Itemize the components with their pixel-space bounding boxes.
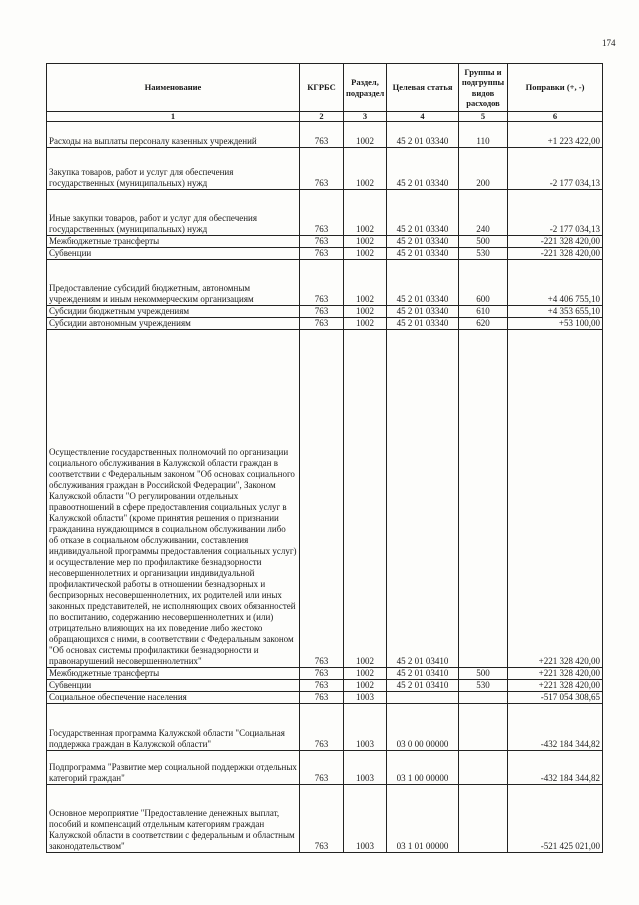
row-name: Основное мероприятие "Предоставление денежных выплат, пособий и компенсаций отдельным категориям граждан Калужской области в соответствии с федеральным и областным законодательством" (47, 785, 300, 853)
row-kgrbs: 763 (300, 248, 344, 260)
row-section: 1002 (344, 260, 387, 306)
column-number: 1 (47, 112, 300, 122)
row-target: 45 2 01 03340 (387, 122, 459, 148)
row-group: 240 (459, 190, 508, 236)
row-target: 45 2 01 03340 (387, 148, 459, 190)
row-kgrbs: 763 (300, 680, 344, 692)
row-name: Закупка товаров, работ и услуг для обеспечения государственных (муниципальных) нужд (47, 148, 300, 190)
table-row (47, 122, 603, 148)
row-group: 620 (459, 318, 508, 330)
row-name: Государственная программа Калужской области "Социальная поддержка граждан в Калужской области" (47, 704, 300, 751)
table-row (47, 318, 603, 330)
table-row (47, 692, 603, 704)
row-kgrbs: 763 (300, 668, 344, 680)
row-group: 500 (459, 668, 508, 680)
table-row (47, 330, 603, 668)
row-target: 45 2 01 03340 (387, 236, 459, 248)
row-amount: -517 054 308,65 (508, 692, 603, 704)
row-group: 530 (459, 248, 508, 260)
table-row (47, 148, 603, 190)
table-row (47, 704, 603, 751)
row-section: 1002 (344, 680, 387, 692)
table-row (47, 260, 603, 306)
row-group: 200 (459, 148, 508, 190)
row-name: Осуществление государственных полномочий по организации социального обслуживания в Калужской области граждан в соответствии с Федеральным законом "Об основах социального обслуживания граждан в Российской Федерации", Законом Калужской области "О регулировании отдельных правоотношений в сфере предоставления социальных услуг в Калужской области" (кроме принятия решения о признании гражданина нуждающимся в социальном обслуживании либо об отказе в социальном обслуживании, составления индивидуальной программы предоставления социальных услуг) и осуществление мер по профилактике безнадзорности несовершеннолетних и организации индивидуальной профилактической работы в отношении безнадзорных и беспризорных несовершеннолетних, их родителей или иных законных представителей, не исполняющих своих обязанностей по воспитанию, содержанию несовершеннолетних и (или) отрицательно влияющих на их поведение либо жестоко обращающихся с ними, в соответствии с Федеральным законом "Об основах системы профилактики безнадзорности и правонарушений несовершеннолетних" (47, 330, 300, 668)
row-section: 1003 (344, 785, 387, 853)
row-amount: -432 184 344,82 (508, 704, 603, 751)
row-amount: +221 328 420,00 (508, 330, 603, 668)
budget-table (46, 63, 603, 853)
row-kgrbs: 763 (300, 306, 344, 318)
header-section: Раздел, подраздел (344, 64, 387, 112)
header-kgrbs: КГРБС (300, 64, 344, 112)
table-row (47, 248, 603, 260)
row-kgrbs: 763 (300, 330, 344, 668)
row-name: Субвенции (47, 680, 300, 692)
row-name: Межбюджетные трансферты (47, 236, 300, 248)
row-kgrbs: 763 (300, 122, 344, 148)
row-amount: +221 328 420,00 (508, 668, 603, 680)
row-group (459, 785, 508, 853)
row-section: 1003 (344, 692, 387, 704)
row-amount: -221 328 420,00 (508, 248, 603, 260)
row-name: Подпрограмма "Развитие мер социальной поддержки отдельных категорий граждан" (47, 751, 300, 785)
row-group: 610 (459, 306, 508, 318)
row-amount: +4 406 755,10 (508, 260, 603, 306)
row-section: 1002 (344, 248, 387, 260)
row-target: 03 1 00 00000 (387, 751, 459, 785)
header-target: Целевая статья (387, 64, 459, 112)
row-name: Социальное обеспечение населения (47, 692, 300, 704)
row-kgrbs: 763 (300, 190, 344, 236)
row-name: Иные закупки товаров, работ и услуг для обеспечения государственных (муниципальных) нужд (47, 190, 300, 236)
row-amount: +221 328 420,00 (508, 680, 603, 692)
row-name: Расходы на выплаты персоналу казенных учреждений (47, 122, 300, 148)
row-group: 110 (459, 122, 508, 148)
header-name: Наименование (47, 64, 300, 112)
row-name: Субсидии бюджетным учреждениям (47, 306, 300, 318)
row-target: 03 0 00 00000 (387, 704, 459, 751)
header-row (47, 64, 603, 112)
row-target: 45 2 01 03340 (387, 260, 459, 306)
row-kgrbs: 763 (300, 260, 344, 306)
column-number: 5 (459, 112, 508, 122)
row-amount: +1 223 422,00 (508, 122, 603, 148)
row-section: 1003 (344, 704, 387, 751)
row-name: Предоставление субсидий бюджетным, автономным учреждениям и иным некоммерческим организациям (47, 260, 300, 306)
table-row (47, 785, 603, 853)
row-section: 1002 (344, 306, 387, 318)
column-number: 4 (387, 112, 459, 122)
row-target (387, 692, 459, 704)
row-group (459, 751, 508, 785)
table-row (47, 190, 603, 236)
table-row (47, 306, 603, 318)
row-amount: -221 328 420,00 (508, 236, 603, 248)
header-amendments: Поправки (+, -) (508, 64, 603, 112)
row-target: 03 1 01 00000 (387, 785, 459, 853)
column-number: 2 (300, 112, 344, 122)
page-number: 174 (602, 38, 616, 48)
row-section: 1002 (344, 148, 387, 190)
row-section: 1002 (344, 190, 387, 236)
row-section: 1002 (344, 668, 387, 680)
row-amount: +53 100,00 (508, 318, 603, 330)
row-amount: -2 177 034,13 (508, 190, 603, 236)
row-group (459, 692, 508, 704)
row-section: 1002 (344, 236, 387, 248)
row-section: 1002 (344, 318, 387, 330)
row-kgrbs: 763 (300, 148, 344, 190)
row-group (459, 704, 508, 751)
row-target: 45 2 01 03410 (387, 330, 459, 668)
row-kgrbs: 763 (300, 318, 344, 330)
table-row (47, 680, 603, 692)
row-kgrbs: 763 (300, 236, 344, 248)
row-amount: -2 177 034,13 (508, 148, 603, 190)
row-name: Субсидии автономным учреждениям (47, 318, 300, 330)
row-kgrbs: 763 (300, 704, 344, 751)
table-row (47, 236, 603, 248)
row-amount: -521 425 021,00 (508, 785, 603, 853)
row-target: 45 2 01 03410 (387, 668, 459, 680)
row-target: 45 2 01 03340 (387, 306, 459, 318)
row-group: 500 (459, 236, 508, 248)
row-amount: +4 353 655,10 (508, 306, 603, 318)
row-section: 1002 (344, 122, 387, 148)
column-number: 6 (508, 112, 603, 122)
column-number: 3 (344, 112, 387, 122)
row-section: 1003 (344, 751, 387, 785)
table-row (47, 668, 603, 680)
row-kgrbs: 763 (300, 785, 344, 853)
table-row (47, 751, 603, 785)
row-kgrbs: 763 (300, 751, 344, 785)
row-target: 45 2 01 03340 (387, 248, 459, 260)
row-group: 600 (459, 260, 508, 306)
row-name: Межбюджетные трансферты (47, 668, 300, 680)
row-group: 530 (459, 680, 508, 692)
column-number-row (47, 112, 603, 122)
row-name: Субвенции (47, 248, 300, 260)
row-kgrbs: 763 (300, 692, 344, 704)
row-group (459, 330, 508, 668)
row-target: 45 2 01 03340 (387, 318, 459, 330)
row-target: 45 2 01 03340 (387, 190, 459, 236)
row-section: 1002 (344, 330, 387, 668)
row-target: 45 2 01 03410 (387, 680, 459, 692)
header-group: Группы и подгруппы видов расходов (459, 64, 508, 112)
row-amount: -432 184 344,82 (508, 751, 603, 785)
